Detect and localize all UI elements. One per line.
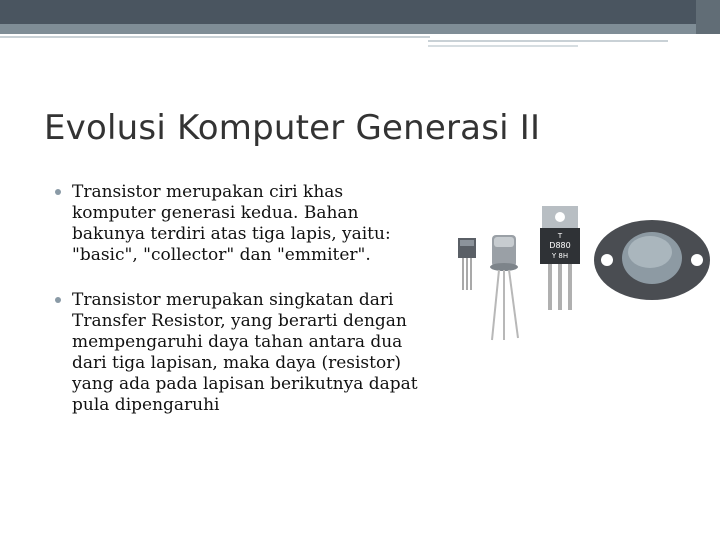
bullet-dot-icon [55,297,61,303]
decorative-line [428,40,668,42]
slide-title: Evolusi Komputer Generasi II [44,108,541,148]
decorative-line [428,45,578,47]
bullet-item [52,290,432,416]
metal-can-transistor-icon [490,235,518,340]
bullet-item [52,182,432,266]
bullet-dot-icon [55,189,61,195]
svg-text:D880: D880 [549,241,571,250]
to220-transistor-icon [540,206,580,310]
small-transistor-icon [458,238,476,290]
top-bar-accent [696,0,720,34]
top-bar-secondary [0,24,720,34]
transistors-photo [452,200,712,350]
bullet-list [52,182,432,440]
bullet-text: Transistor merupakan singkatan dari Transfer Resistor, yang berarti dengan mempengaruhi daya tahan antara dua dari tiga lapisan, maka daya (resistor) yang ada pada lapisan berikutnya dapat pula dipengaruhi [72,290,418,415]
top-bar [0,0,720,24]
bullet-text: Transistor merupakan ciri khas komputer generasi kedua. Bahan bakunya terdiri atas tiga lapis, yaitu: "basic", "collector" dan "emmiter". [72,182,391,265]
to3-transistor-icon [594,220,710,300]
svg-text:Y 8H: Y 8H [551,252,569,260]
decorative-line [0,36,430,38]
svg-text:T: T [557,232,563,240]
